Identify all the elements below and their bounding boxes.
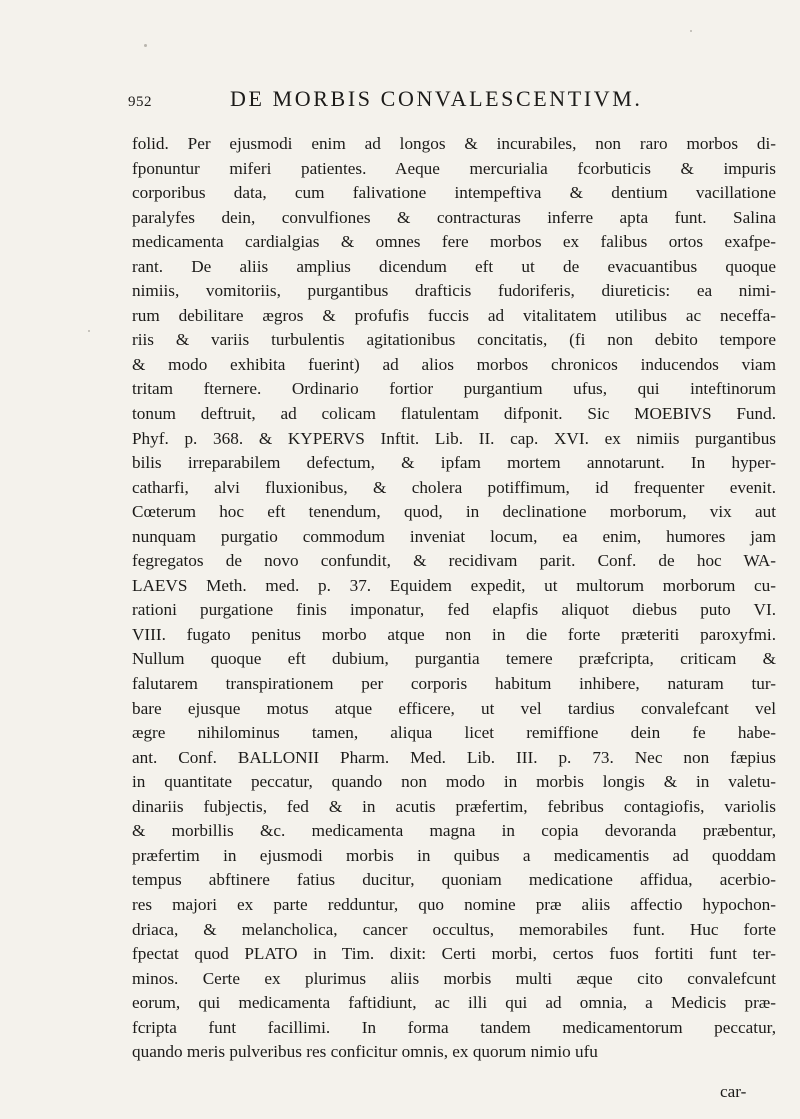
text-line: & morbillis &c. medicamenta magna in copia devoranda præbentur, bbox=[132, 821, 776, 841]
text-line: Nullum quoque eft dubium, purgantia temere præfcripta, criticam & bbox=[132, 649, 776, 669]
text-line: ægre nihilominus tamen, aliqua licet remiffione dein fe habe- bbox=[132, 723, 776, 743]
text-line: rationi purgatione finis imponatur, fed elapfis aliquot diebus puto VI. bbox=[132, 600, 776, 620]
text-line: nunquam purgatio commodum inveniat locum, ea enim, humores jam bbox=[132, 526, 776, 546]
text-line: nimiis, vomitoriis, purgantibus drafticis fudoriferis, diureticis: ea nimi- bbox=[132, 281, 776, 301]
paper-speck bbox=[88, 330, 90, 332]
text-line: catharfi, alvi fluxionibus, & cholera potiffimum, id frequenter evenit. bbox=[132, 477, 776, 497]
text-line: dinariis fubjectis, fed & in acutis præfertim, febribus contagiofis, variolis bbox=[132, 796, 776, 816]
text-line: res majori ex parte redduntur, quo nomine præ aliis affectio hypochon- bbox=[132, 894, 776, 914]
text-line: rant. De aliis amplius dicendum eft ut de evacuantibus quoque bbox=[132, 256, 776, 276]
page-number: 952 bbox=[128, 94, 152, 110]
page-header bbox=[128, 86, 768, 120]
text-line: LAEVS Meth. med. p. 37. Equidem expedit, ut multorum morborum cu- bbox=[132, 575, 776, 595]
paper-speck bbox=[690, 30, 692, 32]
text-line: & modo exhibita fuerint) ad alios morbos chronicos inducendos viam bbox=[132, 354, 776, 374]
text-line: paralyfes dein, convulfiones & contracturas inferre apta funt. Salina bbox=[132, 207, 776, 227]
text-line: driaca, & melancholica, cancer occultus, memorabiles funt. Huc forte bbox=[132, 919, 776, 939]
text-line: eorum, qui medicamenta faftidiunt, ac illi qui ad omnia, a Medicis præ- bbox=[132, 993, 776, 1013]
text-line: medicamenta cardialgias & omnes fere morbos ex falibus ortos exafpe- bbox=[132, 232, 776, 252]
paper-speck bbox=[144, 44, 147, 47]
text-line: in quantitate peccatur, quando non modo in morbis longis & in valetu- bbox=[132, 772, 776, 792]
text-line: tonum deftruit, ad colicam flatulentam difponit. Sic MOEBIVS Fund. bbox=[132, 404, 776, 424]
text-line: fpectat quod PLATO in Tim. dixit: Certi morbi, certos fuos fortiti funt ter- bbox=[132, 944, 776, 964]
text-line: riis & variis turbulentis agitationibus concitatis, (fi non debito tempore bbox=[132, 330, 776, 350]
text-line: fponuntur miferi patientes. Aeque mercurialia fcorbuticis & impuris bbox=[132, 158, 776, 178]
body-text bbox=[132, 132, 776, 1065]
running-title: DE MORBIS CONVALESCENTIVM. bbox=[230, 86, 643, 111]
text-line: ant. Conf. BALLONII Pharm. Med. Lib. III. p. 73. Nec non fæpius bbox=[132, 747, 776, 767]
text-line: quando meris pulveribus res conficitur omnis, ex quorum nimio ufu bbox=[132, 1042, 598, 1062]
text-line: folid. Per ejusmodi enim ad longos & incurabiles, non raro morbos di- bbox=[132, 134, 776, 153]
text-line: rum debilitare ægros & profufis fuccis ad vitalitatem utilibus ac neceffa- bbox=[132, 305, 776, 325]
text-line: bare ejusque motus atque efficere, ut vel tardius convalefcant vel bbox=[132, 698, 776, 718]
text-line: tritam fternere. Ordinario fortior purgantium ufus, qui inteftinorum bbox=[132, 379, 776, 399]
text-line: Cœterum hoc eft tenendum, quod, in declinatione morborum, vix aut bbox=[132, 502, 776, 522]
text-line: bilis irreparabilem defectum, & ipfam mortem annotarunt. In hyper- bbox=[132, 453, 776, 473]
text-line: VIII. fugato penitus morbo atque non in die forte præteriti paroxyfmi. bbox=[132, 624, 776, 644]
text-line: Phyf. p. 368. & KYPERVS Inftit. Lib. II. cap. XVI. ex nimiis purgantibus bbox=[132, 428, 776, 448]
catchword: car- bbox=[720, 1082, 747, 1101]
text-line: præfertim in ejusmodi morbis in quibus a medicamentis ad quoddam bbox=[132, 845, 776, 865]
text-line: falutarem transpirationem per corporis habitum inhibere, naturam tur- bbox=[132, 674, 776, 694]
text-line: corporibus data, cum falivatione intempeftiva & dentium vacillatione bbox=[132, 183, 776, 203]
text-line: fcripta funt facillimi. In forma tandem medicamentorum peccatur, bbox=[132, 1017, 776, 1037]
text-line: tempus abftinere fatius ducitur, quoniam medicatione affidua, acerbio- bbox=[132, 870, 776, 890]
text-line: fegregatos de novo confundit, & recidivam parit. Conf. de hoc WA- bbox=[132, 551, 776, 571]
text-line: minos. Certe ex plurimus aliis morbis multi æque cito convalefcunt bbox=[132, 968, 776, 988]
